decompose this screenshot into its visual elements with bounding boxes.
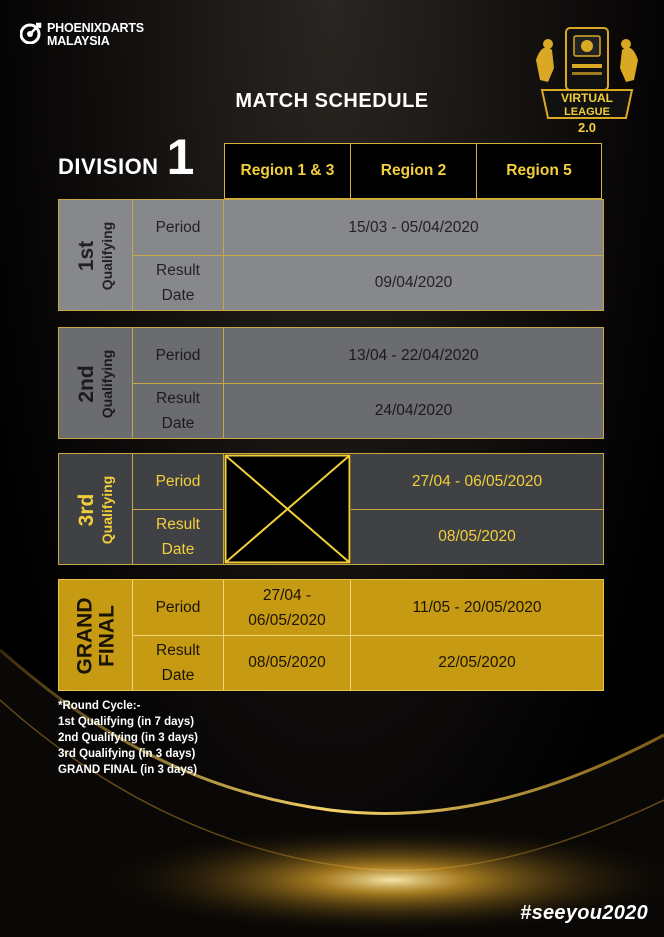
result-date-value: 08/05/2020 (438, 528, 516, 545)
not-applicable-cross-box (224, 454, 351, 564)
period-label: Period (155, 598, 201, 616)
round-name-b: Qualifying (98, 349, 115, 419)
brand-line-2: MALAYSIA (47, 34, 110, 48)
virtual-text: VIRTUAL (561, 91, 613, 105)
grand-final-block (58, 579, 604, 691)
note-line: *Round Cycle:- (58, 700, 141, 712)
region-header-1-3: Region 1 & 3 (224, 143, 350, 199)
note-line: 1st Qualifying (in 7 days) (58, 716, 195, 728)
result-date-label: Result Date (156, 390, 200, 432)
round-cycle-notes (58, 698, 198, 778)
round-name-b: Qualifying (98, 475, 115, 545)
round-name-b: FINAL (95, 605, 118, 667)
division-number: 1 (166, 129, 195, 185)
phoenixdarts-logo (20, 22, 144, 48)
result-date-label: Result Date (156, 262, 200, 304)
region-header-2: Region 2 (350, 143, 476, 199)
region13-period-value: 27/04 - 06/05/2020 (248, 586, 326, 629)
league-text: LEAGUE (564, 106, 610, 118)
hashtag: #seeyou2020 (520, 902, 648, 924)
note-line: GRAND FINAL (in 3 days) (58, 764, 198, 776)
round-name-b: Qualifying (98, 221, 115, 291)
period-value: 27/04 - 06/05/2020 (411, 472, 543, 490)
region-header-5: Region 5 (476, 143, 602, 199)
region13-result-value: 08/05/2020 (248, 654, 326, 671)
second-qualifying-block (58, 327, 604, 439)
round-label (59, 454, 133, 566)
first-qualifying-block (58, 199, 604, 311)
result-date-value: 22/05/2020 (438, 654, 516, 671)
third-qualifying-block (58, 453, 604, 565)
note-line: 2nd Qualifying (in 3 days) (58, 732, 198, 744)
region-header-row (224, 143, 602, 199)
round-name-a: 2nd (74, 365, 98, 403)
page-title: MATCH SCHEDULE (235, 90, 429, 112)
result-date-label: Result Date (156, 516, 200, 558)
result-date-value: 24/04/2020 (374, 402, 453, 419)
round-label (59, 200, 133, 312)
round-label (59, 580, 133, 692)
round-name-a: GRAND (73, 597, 96, 675)
period-value: 11/05 - 20/05/2020 (412, 598, 542, 616)
brand-line-1: PHOENIXDARTS (47, 21, 144, 35)
round-name-a: 1st (74, 240, 98, 272)
virtual-league-logo (528, 20, 646, 138)
version-text: 2.0 (577, 120, 597, 135)
period-label: Period (155, 472, 201, 490)
period-label: Period (155, 218, 201, 236)
division-heading (58, 129, 195, 185)
period-value: 15/03 - 05/04/2020 (348, 218, 479, 236)
note-line: 3rd Qualifying (in 3 days) (58, 748, 196, 760)
result-date-label: Result Date (156, 642, 200, 684)
round-label (59, 328, 133, 440)
division-word: DIVISION (58, 154, 159, 179)
phoenixdarts-icon (20, 22, 42, 44)
result-date-value: 09/04/2020 (374, 274, 453, 291)
round-name-a: 3rd (74, 493, 98, 527)
period-value: 13/04 - 22/04/2020 (348, 346, 479, 364)
period-label: Period (155, 346, 201, 364)
